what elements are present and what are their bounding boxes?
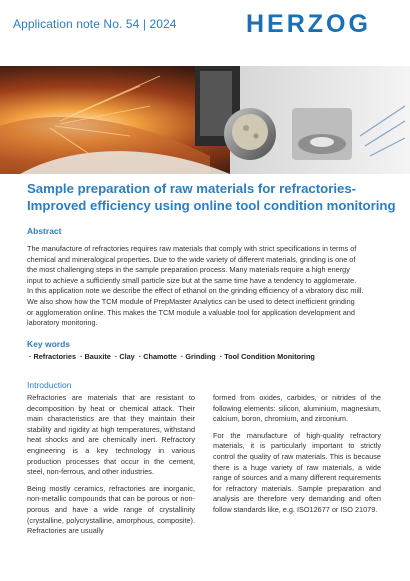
abstract-line: laboratory monitoring.: [27, 318, 98, 328]
hero-image: [0, 66, 410, 174]
bullet-separator: ·: [180, 352, 184, 361]
abstract-line: In this application note we describe the effect of ethanol on the grinding efficiency of a vibratory disc mill.: [27, 286, 364, 296]
abstract-line: input to achieve a sufficiently small particle size but at the same time have a tendency to agglomerate.: [27, 275, 357, 285]
abstract-heading: Abstract: [27, 226, 62, 236]
page-header: [0, 0, 410, 66]
keyword: Refractories: [33, 352, 77, 361]
keyword: Grinding: [185, 352, 216, 361]
abstract-body: [27, 244, 387, 329]
keyword: Bauxite: [84, 352, 111, 361]
document-title: [27, 180, 396, 214]
bullet-separator: ·: [80, 352, 83, 361]
introduction-heading: Introduction: [27, 380, 72, 390]
abstract-line: The manufacture of refractories requires raw materials that comply with strict specifications in terms of: [27, 244, 357, 253]
keywords-heading: Key words: [27, 339, 70, 349]
keyword: Clay: [119, 352, 135, 361]
paragraph: Being mostly ceramics, refractories are inorganic, non-metallic compounds that can be porous or non-porous and have a wide range of crystallinity (crystalline, polycrystalline, amorphous, composite). Refractories are usually: [27, 483, 195, 536]
logo-wordmark: HERZOG: [246, 10, 371, 38]
paragraph: For the manufacture of high-quality refractory materials, it is particularly important to strictly control the quality of raw materials. This is because there is a huge variety of raw materials, a wide range of sources and a many different requirements for refractory materials. Sample preparation and analysis are therefore very demanding and often follow standards like, e.g. ISO12677 or ISO 21079.: [213, 430, 381, 514]
bullet-separator: ·: [29, 352, 32, 361]
herzog-logo: [246, 10, 396, 38]
introduction-right-column: [213, 393, 381, 522]
abstract-line: We also show how the TCM module of PrepMaster Analytics can be used to detect inefficient grinding: [27, 296, 355, 306]
title-line: Improved efficiency using online tool condition monitoring: [27, 198, 396, 213]
bullet-separator: ·: [138, 352, 142, 361]
keyword: Tool Condition Monitoring: [224, 352, 315, 361]
paragraph: formed from oxides, carbides, or nitrides of the following elements: silicon, aluminium, magnesium, calcium, boron, chromium, and zirconium.: [213, 393, 381, 424]
abstract-line: chemical and mineralogical properties. Due to the wide variety of different materials, grinding is one of: [27, 254, 356, 264]
abstract-line: the most challenging steps in the sample preparation process. Many materials require a high energy: [27, 265, 350, 275]
paragraph: Refractories are materials that are resistant to decomposition by heat or chemical attack. Their main characteristics are that they maintain their stability and rigidity at high temperatures, withstand heat shocks and are chemically inert. Refractory engineering is a key technology in various production processes that occur in the cement, steel, non-ferrous, and other industries.: [27, 393, 195, 477]
bullet-separator: ·: [114, 352, 118, 361]
keywords-list: [27, 352, 315, 361]
title-line: Sample preparation of raw materials for refractories-: [27, 181, 357, 196]
bullet-separator: ·: [219, 352, 223, 361]
introduction-left-column: [27, 393, 195, 543]
grinding-mill-photo: [0, 66, 410, 174]
keyword: Chamotte: [143, 352, 177, 361]
application-note-label: Application note No. 54 | 2024: [13, 17, 177, 31]
abstract-line: or agglomeration online. This makes the TCM module a valuable tool for application development and: [27, 307, 355, 317]
